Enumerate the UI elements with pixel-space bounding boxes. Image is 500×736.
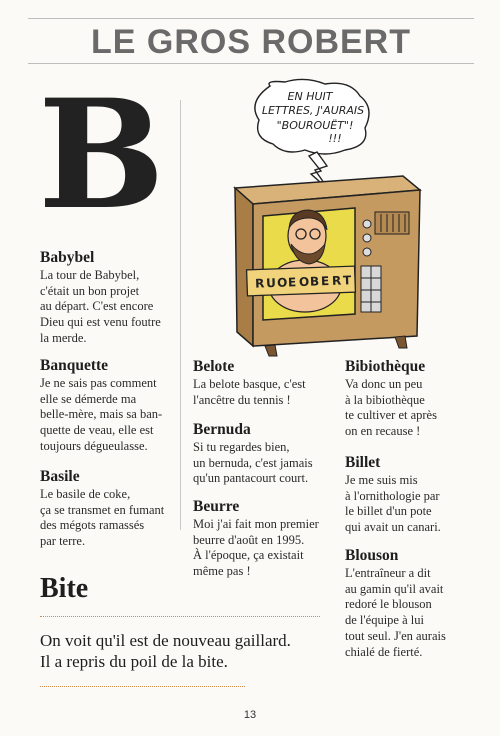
entry-belote (193, 358, 333, 408)
entry-definition: Va donc un peu à la bibiothèque te cultiver et après on en recause ! (345, 377, 437, 439)
entry-babybel (40, 249, 180, 347)
header-rule-top (28, 18, 474, 19)
speech-line-3: "BOUROUËT"! (276, 119, 354, 132)
featured-definition: On voit qu'il est de nouveau gaillard. Il a repris du poil de la bite. (40, 631, 291, 671)
entry-definition: L'entraîneur a dit au gamin qu'il avait redoré le blouson de l'équipe à lui tout seul. J'en aurais chialé de fierté. (345, 566, 446, 659)
entry-word: Bibiothèque (345, 358, 426, 375)
tv-knob-icon (363, 248, 371, 256)
page-title: LE GROS ROBERT (90, 23, 412, 61)
sign-letter: O (298, 274, 310, 290)
entry-definition: Je ne sais pas comment elle se démerde ma belle-mère, mais sa ban- quette de veau, elle est toujours dégueulasse. (40, 376, 163, 453)
entry-word: Banquette (40, 357, 109, 374)
sign-letter: E (320, 274, 330, 289)
header-rule-bottom (28, 63, 474, 64)
sign-letter: U (265, 275, 277, 291)
entry-word: Billet (345, 454, 381, 471)
speech-line-4: !!! (328, 132, 342, 145)
entry-definition: Le basile de coke, ça se transmet en fumant des mégots ramassés par terre. (40, 487, 165, 549)
entry-definition: La tour de Babybel, c'était un bon projet au départ. C'est encore Dieu qui est venu foutre la merde. (40, 268, 161, 345)
page-number: 13 (243, 709, 257, 721)
tv-knob-icon (363, 220, 371, 228)
tv-knob-icon (363, 234, 371, 242)
entry-word: Bernuda (193, 421, 251, 438)
tv-leg (395, 336, 407, 348)
sign-letter: T (342, 273, 352, 288)
entry-word: Babybel (40, 249, 95, 266)
entry-word: Blouson (345, 547, 399, 564)
entry-beurre (193, 498, 333, 580)
entry-bernuda (193, 421, 333, 487)
sign-letter: R (254, 276, 265, 291)
drop-cap-letter: B (38, 67, 165, 243)
tv-leg (265, 345, 277, 356)
sign-letter: R (331, 273, 342, 288)
speech-line-1: EN HUIT (287, 90, 333, 103)
entry-blouson (345, 547, 475, 660)
sign-letter: B (309, 274, 320, 289)
entry-definition: La belote basque, c'est l'ancêtre du tennis ! (193, 377, 306, 407)
column-divider (180, 100, 181, 530)
entry-definition: Si tu regardes bien, un bernuda, c'est jamais qu'un pantacourt court. (193, 440, 313, 486)
tv-speaker-grille (375, 212, 409, 234)
entry-definition: Moi j'ai fait mon premier beurre d'août en 1995. À l'époque, ça existait même pas ! (193, 517, 319, 579)
entry-bibiotheque (345, 358, 475, 440)
speech-line-2: LETTRES, J'AURAIS (261, 104, 365, 117)
entry-definition: Je me suis mis à l'ornithologie par le billet d'un pote qui avait un canari. (345, 473, 441, 535)
featured-word: Bite (40, 573, 89, 604)
tv-illustration (225, 78, 430, 360)
dotted-divider (40, 616, 320, 617)
sign-letter: O (276, 275, 288, 290)
dotted-divider (40, 686, 245, 687)
entry-word: Basile (40, 468, 80, 485)
tv-cabinet (235, 188, 253, 346)
sign-letter: E (287, 275, 297, 290)
entry-basile (40, 468, 180, 550)
entry-banquette (40, 357, 180, 455)
entry-word: Beurre (193, 498, 240, 515)
entry-billet (345, 454, 475, 536)
entry-word: Belote (193, 358, 235, 375)
